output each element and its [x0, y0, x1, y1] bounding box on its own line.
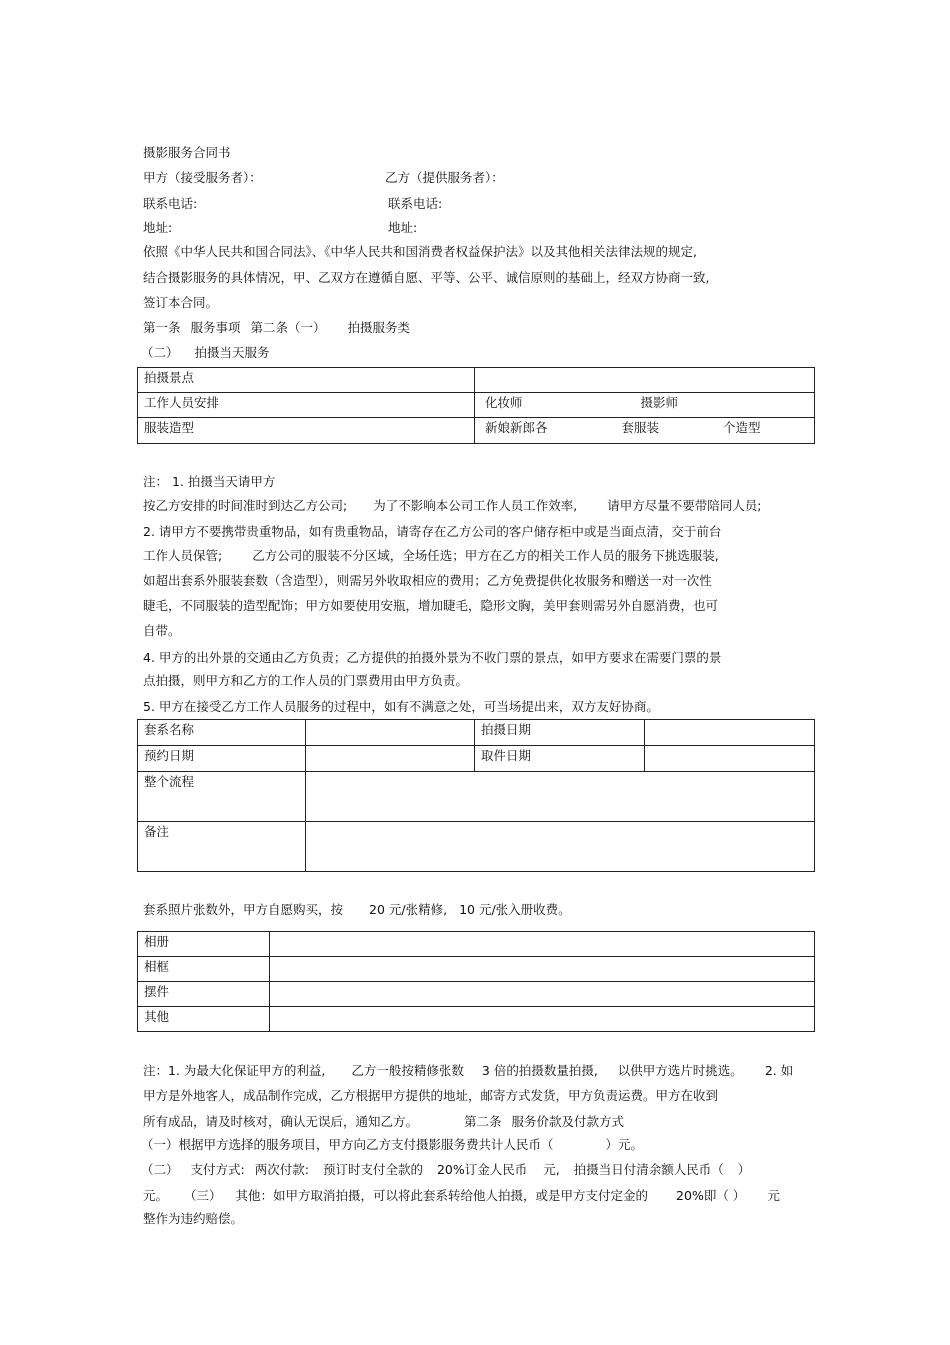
- note2-line-5h: ）: [737, 1162, 751, 1177]
- party-b-phone-label: 联系电话:: [388, 196, 443, 211]
- party-b-label: 乙方（提供服务者）：: [385, 170, 504, 185]
- note1-line-4: [143, 548, 719, 564]
- note1-line-3: 2. 请甲方不要携带贵重物品，如有贵重物品，请寄存在乙方公司的客户储存柜中或是当面点清，交于前台: [143, 524, 722, 539]
- note1-line-1: 注： 1. 拍摄当天请甲方: [143, 474, 276, 489]
- note2-line-1a: 注：1. 为最大化保证甲方的利益,: [143, 1063, 326, 1078]
- photographer-label: 摄影师: [640, 395, 679, 410]
- cell-shoot-date-label: 拍摄日期: [475, 720, 645, 746]
- note1-line-2a: 按乙方安排的时间准时到达乙方公司;: [143, 498, 348, 513]
- note1-line-4b: 乙方公司的服装不分区域，全场任选；甲方在乙方的相关工作人员的服务下挑选服装,: [252, 548, 719, 563]
- note2-line-5e: 20%订金人民币: [436, 1162, 528, 1177]
- note2-line-1b: 乙方一般按精修张数: [351, 1063, 464, 1078]
- cell-pickup-date-label: 取件日期: [475, 746, 645, 772]
- article-1-num: 第一条: [143, 320, 181, 335]
- note1-line-6: 睫毛，不同服装的造型配饰；甲方如要使用安瓶，增加睫毛，隐形文胸，美甲套则需另外自愿消费，也可: [143, 598, 719, 613]
- note2-line-5f: 元,: [543, 1162, 560, 1177]
- cell-other-label: 其他: [138, 1007, 270, 1032]
- cell-ornament-label: 摆件: [138, 982, 270, 1007]
- note2-line-6b: （三）: [184, 1188, 222, 1203]
- extra-purchase-b: 20 元/张精修,: [369, 902, 448, 917]
- note2-line-1d: 以供甲方选片时挑选。: [617, 1063, 743, 1078]
- note1-line-10: 5. 甲方在接受乙方工作人员服务的过程中，如有不满意之处，可当场提出来，双方友好协商。: [143, 699, 659, 714]
- cell-process-value: [306, 772, 815, 822]
- extra-purchase-a: 套系照片张数外，甲方自愿购买，按: [143, 902, 344, 917]
- products-table: [137, 931, 815, 1032]
- note2-line-1e: 2. 如: [764, 1063, 794, 1078]
- cell-other-value: [270, 1007, 815, 1032]
- note1-line-2b: 为了不影响本公司工作人员工作效率,: [373, 498, 578, 513]
- note2-line-4a: （一）根据甲方选择的服务项目，甲方向乙方支付摄影服务费共计人民币（: [141, 1137, 554, 1152]
- cell-process-label: 整个流程: [138, 772, 306, 822]
- cell-package-value: [306, 720, 475, 746]
- costume-sets: 套服装: [621, 420, 660, 435]
- party-b-address-label: 地址:: [388, 220, 418, 235]
- cell-costume-label: 服装造型: [138, 418, 475, 444]
- intro-line-2: 结合摄影服务的具体情况，甲、乙双方在遵循自愿、平等、公平、诚信原则的基础上，经双方协商一致,: [143, 270, 710, 285]
- note2-line-6d: 20%即（ ）: [676, 1188, 746, 1203]
- note2-line-1: [143, 1063, 793, 1079]
- costume-bride-groom: 新娘新郎各: [485, 420, 548, 435]
- article-2b-title: 服务价款及付款方式: [511, 1114, 625, 1129]
- note1-line-9: 点拍摄，则甲方和乙方的工作人员的门票费用由甲方负责。: [143, 673, 469, 688]
- cell-costume-value: [475, 418, 815, 444]
- note1-line-7: 自带。: [143, 623, 181, 638]
- note2-line-6a: 元。: [143, 1188, 169, 1203]
- intro-line-3: 签订本合同。: [143, 295, 219, 310]
- cell-location-label: 拍摄景点: [138, 368, 475, 393]
- article-2-num: 第二条（一）: [250, 320, 326, 335]
- article-1-title: 服务事项: [190, 320, 241, 335]
- note2-line-3a: 所有成品，请及时核对，确认无误后，通知乙方。: [143, 1114, 419, 1129]
- note2-line-6e: 元: [767, 1188, 780, 1203]
- cell-staff-value: [475, 393, 815, 418]
- cell-pickup-date-value: [645, 746, 815, 772]
- shooting-service-table: [137, 367, 815, 444]
- note1-line-2c: 请甲方尽量不要带陪同人员;: [607, 498, 762, 513]
- document-title: 摄影服务合同书: [143, 145, 231, 160]
- section-2-heading: [141, 345, 270, 361]
- note2-line-2: 甲方是外地客人，成品制作完成，乙方根据甲方提供的地址，邮寄方式发货，甲方负责运费。甲方在收到: [143, 1088, 719, 1103]
- makeup-artist-label: 化妆师: [485, 395, 523, 410]
- note2-line-5: [141, 1162, 750, 1178]
- intro-line-1: 依照《中华人民共和国合同法》、《中华人民共和国消费者权益保护法》以及其他相关法律法规的规定,: [143, 244, 697, 259]
- note2-line-1c: 3 倍的拍摄数量拍摄,: [481, 1063, 598, 1078]
- note2-line-7: 整作为违约赔偿。: [143, 1211, 244, 1226]
- cell-album-label: 相册: [138, 932, 270, 957]
- cell-frame-value: [270, 957, 815, 982]
- article-2b-num: 第二条: [464, 1114, 502, 1129]
- note2-line-4b: ）元。: [605, 1137, 644, 1152]
- article-1-heading: [143, 320, 410, 336]
- cell-book-date-label: 预约日期: [138, 746, 306, 772]
- party-a-label: 甲方（接受服务者）：: [143, 170, 262, 185]
- cell-book-date-value: [306, 746, 475, 772]
- section-2-num: （二）: [141, 345, 179, 360]
- party-a-phone-label: 联系电话:: [143, 196, 198, 211]
- note2-line-5c: 两次付款:: [254, 1162, 309, 1177]
- note1-line-2: [143, 498, 761, 514]
- note2-line-4: [141, 1137, 643, 1153]
- extra-purchase-c: 10 元/张入册收费。: [459, 902, 571, 917]
- cell-ornament-value: [270, 982, 815, 1007]
- note2-line-5g: 拍摄当日付清余额人民币（: [573, 1162, 724, 1177]
- article-2-title: 拍摄服务类: [347, 320, 411, 335]
- package-info-table: [137, 719, 815, 872]
- cell-frame-label: 相框: [138, 957, 270, 982]
- note2-line-5b: 支付方式:: [190, 1162, 245, 1177]
- cell-location-value: [475, 368, 815, 393]
- cell-staff-label: 工作人员安排: [138, 393, 475, 418]
- section-2-title: 拍摄当天服务: [194, 345, 270, 360]
- costume-styles: 个造型: [723, 420, 761, 435]
- note2-line-6c: 其他：如甲方取消拍摄，可以将此套系转给他人拍摄，或是甲方支付定金的: [235, 1188, 649, 1203]
- cell-shoot-date-value: [645, 720, 815, 746]
- cell-album-value: [270, 932, 815, 957]
- note2-line-3: [143, 1114, 624, 1130]
- cell-package-label: 套系名称: [138, 720, 306, 746]
- note2-line-6: [143, 1188, 780, 1204]
- note2-line-5d: 预订时支付全款的: [322, 1162, 423, 1177]
- note2-line-5a: （二）: [141, 1162, 179, 1177]
- cell-remark-label: 备注: [138, 822, 306, 872]
- note1-line-5: 如超出套系外服装套数（含造型），则需另外收取相应的费用；乙方免费提供化妆服务和赠送一对一次性: [143, 573, 712, 588]
- extra-purchase-line: [143, 902, 571, 918]
- note1-line-8: 4. 甲方的出外景的交通由乙方负责；乙方提供的拍摄外景为不收门票的景点，如甲方要求在需要门票的景: [143, 650, 722, 665]
- cell-remark-value: [306, 822, 815, 872]
- note1-line-4a: 工作人员保管;: [143, 548, 223, 563]
- party-a-address-label: 地址:: [143, 220, 173, 235]
